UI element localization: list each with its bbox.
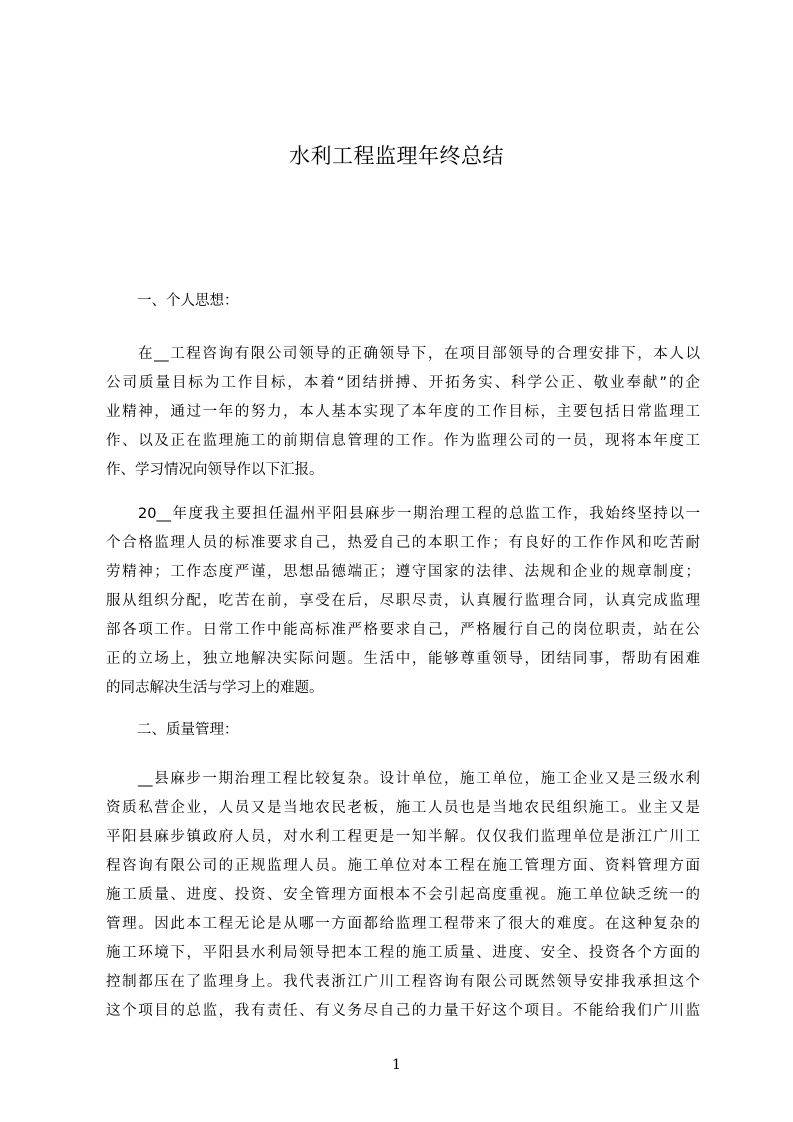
paragraph-line: 作、学习情况向领导作以下汇报。	[106, 462, 324, 478]
paragraph-line: 管理。因此本工程无论是从哪一方面都给监理工程带来了很大的难度。在这种复杂的	[106, 916, 700, 932]
document-title: 水利工程监理年终总结	[289, 144, 504, 168]
paragraph-line: 施工质量、进度、投资、安全管理方面根本不会引起高度重视。施工单位缺乏统一的	[106, 887, 700, 903]
paragraph-line: 作、以及正在监理施工的前期信息管理的工作。作为监理公司的一员，现将本年度工	[106, 433, 700, 449]
paragraph	[106, 340, 700, 485]
paragraph-line: 正的立场上，独立地解决实际问题。生活中，能够尊重领导，团结同事，帮助有困难	[106, 651, 700, 667]
page-number: 1	[392, 1057, 401, 1073]
paragraph-line: 部各项工作。日常工作中能高标准严格要求自己，严格履行自己的岗位职责，站在公	[106, 622, 700, 638]
section-heading-quality-management: 二、质量管理：	[137, 722, 239, 738]
paragraph	[106, 765, 700, 1026]
paragraph-line: 公司质量目标为工作目标，本着“团结拼搏、开拓务实、科学公正、敬业奉献”的企	[106, 375, 700, 391]
section-heading-personal-thought: 一、个人思想：	[137, 293, 239, 309]
paragraph-line: 20__年度我主要担任温州平阳县麻步一期治理工程的总监工作，我始终坚持以一	[138, 506, 700, 522]
paragraph-line: 程咨询有限公司的正规监理人员。施工单位对本工程在施工管理方面、资料管理方面	[106, 858, 700, 874]
paragraph-line: 服从组织分配，吃苦在前，享受在后，尽职尽责，认真履行监理合同，认真完成监理	[106, 593, 700, 609]
paragraph-line: 在__工程咨询有限公司领导的正确领导下，在项目部领导的合理安排下，本人以	[138, 346, 700, 362]
paragraph-line: 施工环境下，平阳县水利局领导把本工程的施工质量、进度、安全、投资各个方面的	[106, 945, 700, 961]
paragraph-line: 个合格监理人员的标准要求自己，热爱自己的本职工作；有良好的工作作风和吃苦耐	[106, 535, 700, 551]
paragraph-line: 平阳县麻步镇政府人员，对水利工程更是一知半解。仅仅我们监理单位是浙江广川工	[106, 829, 700, 845]
paragraph-line: 的同志解决生活与学习上的难题。	[106, 680, 324, 696]
paragraph-line: 控制都压在了监理身上。我代表浙江广川工程咨询有限公司既然领导安排我承担这个	[106, 974, 700, 990]
paragraph-line: 业精神，通过一年的努力，本人基本实现了本年度的工作目标，主要包括日常监理工	[106, 404, 700, 420]
paragraph-line: 这个项目的总监，我有责任、有义务尽自己的力量干好这个项目。不能给我们广川监	[106, 1003, 700, 1019]
paragraph-line: 劳精神；工作态度严谨，思想品德端正；遵守国家的法律、法规和企业的规章制度；	[106, 564, 700, 580]
paragraph-line: 资质私营企业，人员又是当地农民老板，施工人员也是当地农民组织施工。业主又是	[106, 800, 700, 816]
paragraph-line: __县麻步一期治理工程比较复杂。设计单位，施工单位，施工企业又是三级水利	[138, 771, 700, 787]
paragraph	[106, 500, 700, 703]
